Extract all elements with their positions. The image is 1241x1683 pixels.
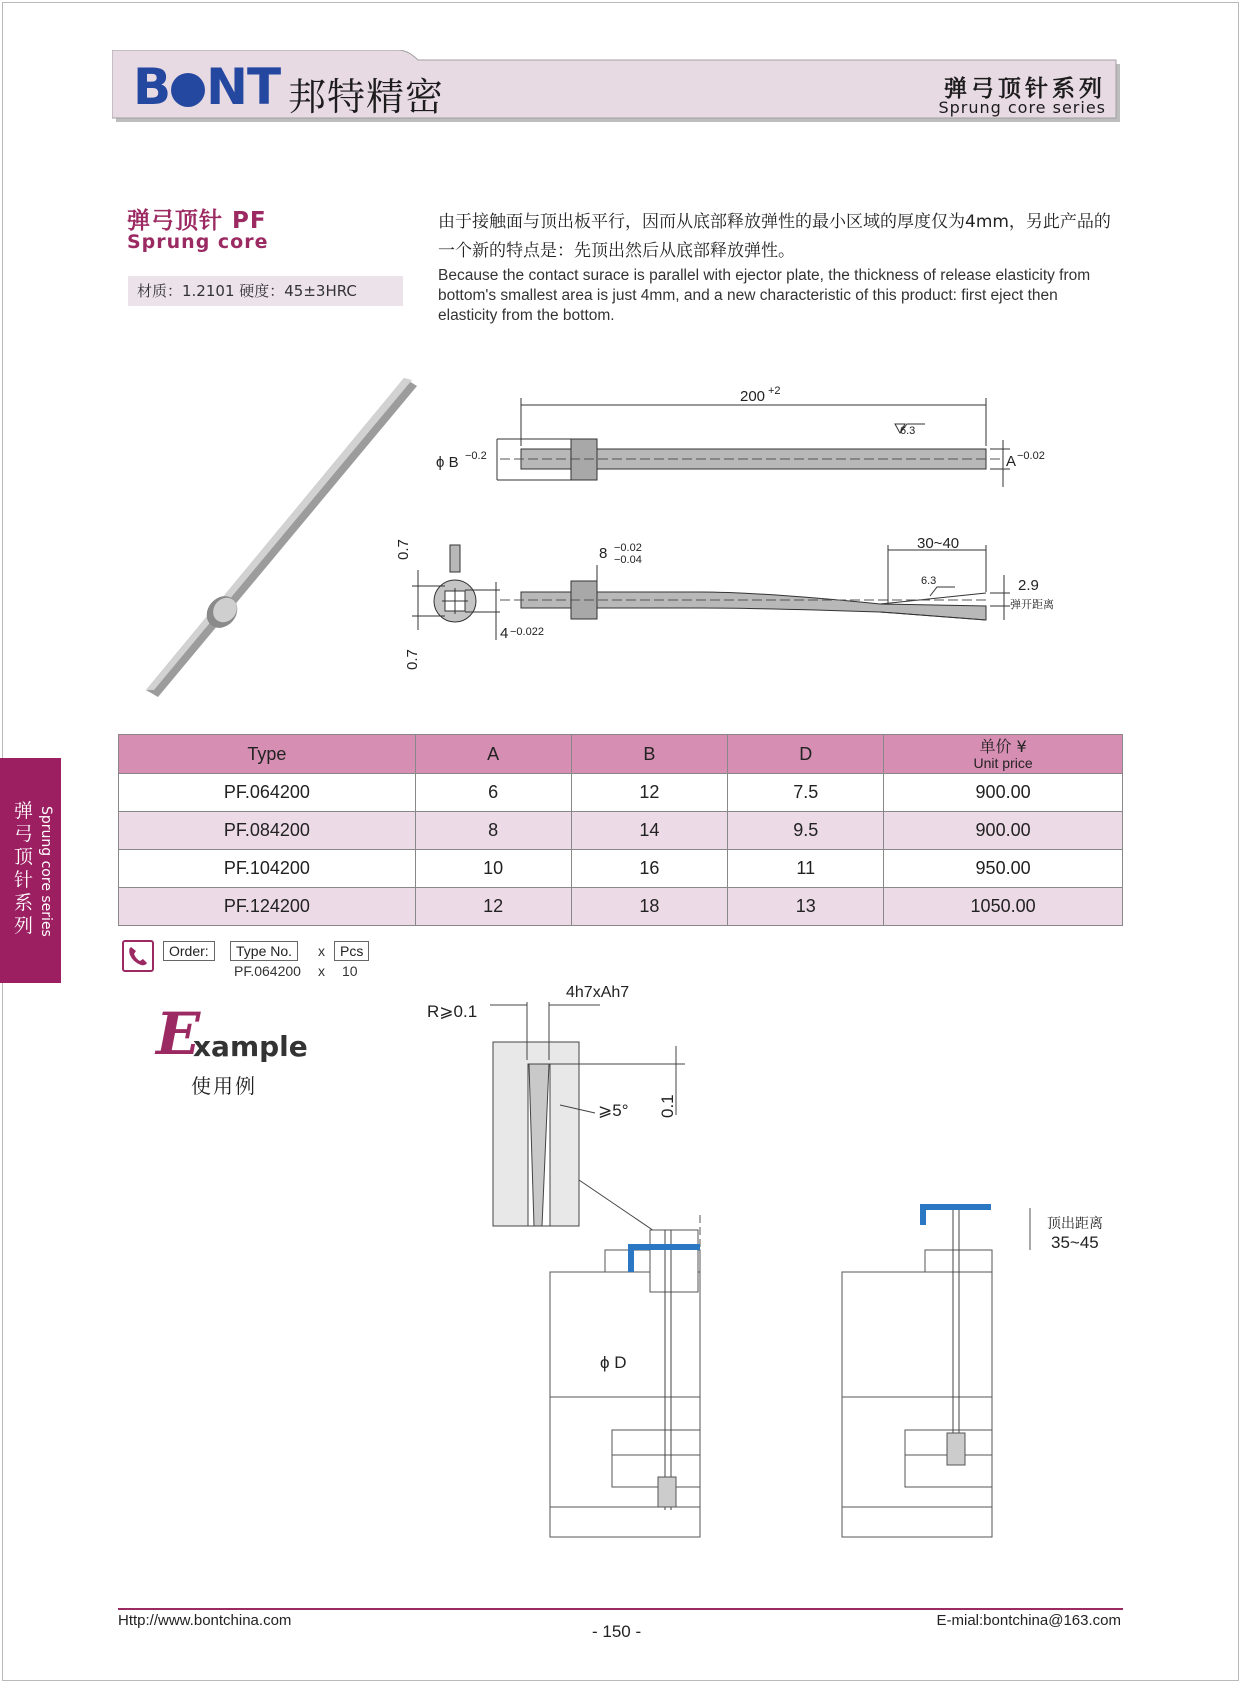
description-cn: 由于接触面与顶出板平行，因而从底部释放弹性的最小区域的厚度仅为4mm，另此产品的一个新的特点是：先顶出然后从底部释放弹性。 xyxy=(438,212,1111,261)
b-tolerance: −0.2 xyxy=(465,450,487,462)
header-d: D xyxy=(728,735,884,774)
slot-bottom: 0.7 xyxy=(404,649,421,670)
footer-divider xyxy=(118,1608,1123,1610)
cell-price: 900.00 xyxy=(884,812,1123,850)
table-row xyxy=(119,850,1123,888)
b-dimension: ϕ B xyxy=(436,454,459,471)
header-price-en: Unit price xyxy=(973,755,1033,771)
series-title-cn: 弹弓顶针系列 xyxy=(944,76,1106,102)
spec-table xyxy=(118,734,1123,926)
roughness-front: 6.3 xyxy=(921,575,937,587)
product-title-cn: 弹弓顶针 PF xyxy=(127,208,267,234)
header-price-cn: 单价 ¥ xyxy=(979,737,1027,756)
side-tab-cn: 弹弓顶针系列 xyxy=(14,800,34,937)
spring-gap: 2.9 xyxy=(1018,577,1039,594)
order-example-qty: 10 xyxy=(342,963,358,979)
eject-distance-label: 顶出距离 xyxy=(1047,1216,1103,1232)
material-spec: 材质：1.2101 硬度：45±3HRC xyxy=(128,276,403,306)
product-title-en: Sprung core xyxy=(127,231,269,253)
company-name: 邦特精密 xyxy=(288,75,445,119)
length-dimension: 200 xyxy=(740,388,766,405)
spring-gap-label: 弹开距离 xyxy=(1010,598,1054,611)
cell-d: 13 xyxy=(728,888,884,926)
example-initial: E xyxy=(156,1000,201,1068)
radius-label: R⩾0.1 xyxy=(427,1002,478,1021)
side-tab-en: Sprung core series xyxy=(38,806,54,937)
product-3d-image xyxy=(146,378,417,697)
order-pcs: Pcs xyxy=(334,941,369,961)
a-tolerance: −0.02 xyxy=(1017,450,1045,462)
header-price xyxy=(884,735,1123,774)
table-header-row xyxy=(119,735,1123,774)
cell-price: 950.00 xyxy=(884,850,1123,888)
order-label: Order: xyxy=(163,941,215,961)
gap-label: 0.1 xyxy=(658,1094,677,1118)
width-dimension: 4 xyxy=(500,625,509,642)
footer-email: E-mial:bontchina@163.com xyxy=(936,1612,1121,1629)
split-length: 30~40 xyxy=(917,535,960,552)
cell-a: 8 xyxy=(415,812,571,850)
ejector-plate-after xyxy=(923,1207,991,1225)
cell-a: 6 xyxy=(415,774,571,812)
fit-label: 4h7xAh7 xyxy=(566,984,630,1001)
a-dimension: A xyxy=(1006,453,1017,470)
order-x: x xyxy=(318,943,325,959)
cell-b: 12 xyxy=(571,774,728,812)
series-title-en: Sprung core series xyxy=(938,98,1106,117)
width-tolerance: −0.022 xyxy=(510,626,544,638)
cell-a: 10 xyxy=(415,850,571,888)
table-row xyxy=(119,812,1123,850)
slot-top: 0.7 xyxy=(395,539,412,560)
phone-icon xyxy=(122,940,154,972)
length-tolerance: +2 xyxy=(768,385,781,397)
description-en: Because the contact surace is parallel with ejector plate, the thickness of release elasticity from bottom's smallest area is just 4mm, and a new characteristic of this product: first eject then elasticity from the bottom. xyxy=(438,267,1091,324)
header-b: B xyxy=(571,735,728,774)
header-a: A xyxy=(415,735,571,774)
cell-d: 11 xyxy=(728,850,884,888)
footer-url: Http://www.bontchina.com xyxy=(118,1612,292,1629)
cell-type: PF.104200 xyxy=(119,850,416,888)
example-title: xample xyxy=(193,1030,308,1063)
order-example-type: PF.064200 xyxy=(234,963,301,979)
eject-distance-range: 35~45 xyxy=(1051,1233,1099,1252)
cell-type: PF.064200 xyxy=(119,774,416,812)
order-type-no: Type No. xyxy=(230,941,298,961)
example-title-cn: 使用例 xyxy=(191,1074,257,1098)
cell-b: 14 xyxy=(571,812,728,850)
table-row xyxy=(119,888,1123,926)
cell-b: 16 xyxy=(571,850,728,888)
header-type: Type xyxy=(119,735,416,774)
cell-d: 7.5 xyxy=(728,774,884,812)
head-tolerance-upper: −0.02 xyxy=(614,542,642,554)
d-label: ϕ D xyxy=(600,1353,627,1372)
cell-price: 900.00 xyxy=(884,774,1123,812)
page-number: - 150 - xyxy=(592,1622,642,1641)
cell-d: 9.5 xyxy=(728,812,884,850)
roughness-top: 6.3 xyxy=(900,425,916,437)
example-drawing xyxy=(0,980,1241,1540)
head-dimension: 8 xyxy=(599,545,608,562)
cell-a: 12 xyxy=(415,888,571,926)
head-tolerance-lower: −0.04 xyxy=(614,554,642,566)
side-view-drawing xyxy=(497,398,1010,487)
cell-b: 18 xyxy=(571,888,728,926)
cell-type: PF.084200 xyxy=(119,812,416,850)
section-view-drawing xyxy=(412,545,500,640)
cell-price: 1050.00 xyxy=(884,888,1123,926)
angle-label: ⩾5° xyxy=(598,1101,629,1120)
table-row xyxy=(119,774,1123,812)
order-example-x: x xyxy=(318,963,325,979)
technical-drawing xyxy=(0,0,1241,720)
cell-type: PF.124200 xyxy=(119,888,416,926)
logo: B NT xyxy=(133,58,281,116)
